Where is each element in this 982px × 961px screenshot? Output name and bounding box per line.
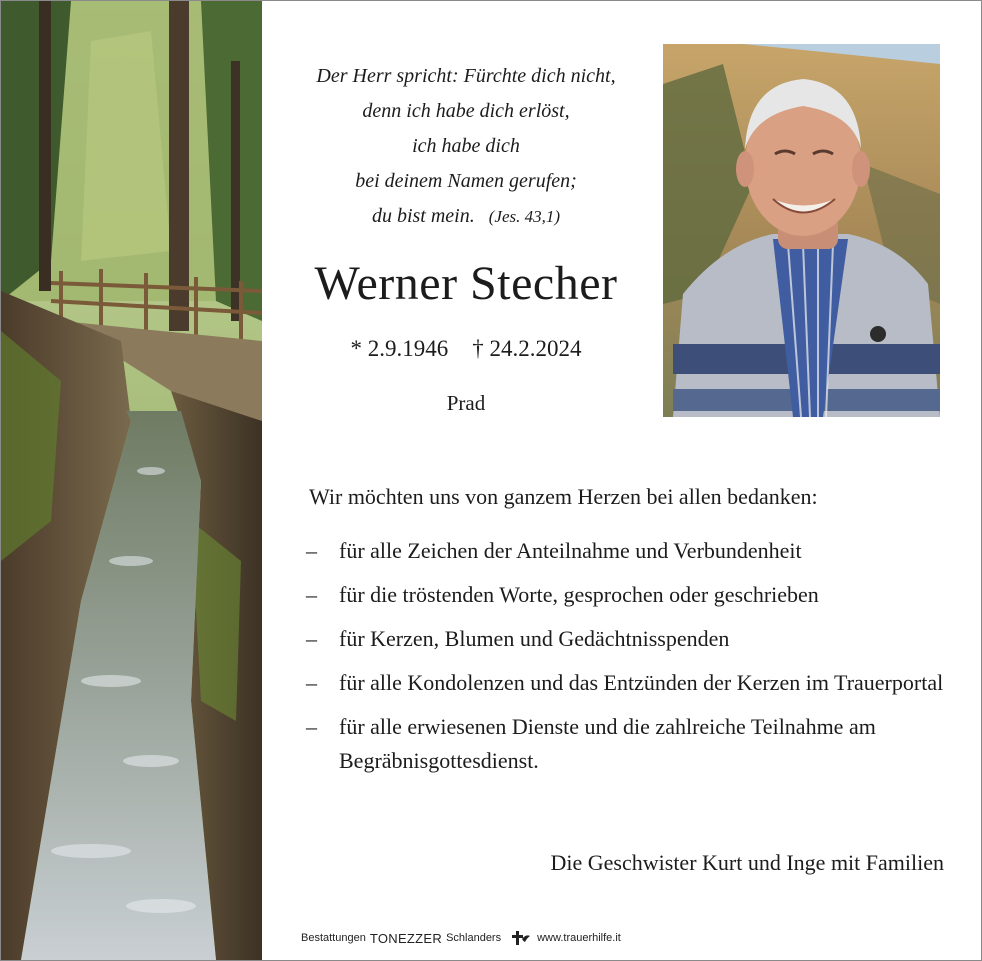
list-item-text: für alle Zeichen der Anteilnahme und Verbundenheit [339, 538, 802, 563]
footer-website[interactable]: www.trauerhilfe.it [537, 932, 621, 944]
verse-line: ich habe dich [412, 135, 520, 157]
footer-brand: TONEZZER [369, 930, 443, 946]
hometown: Prad [446, 391, 486, 415]
list-item-text: für die tröstenden Worte, gesprochen oder geschrieben [339, 582, 819, 607]
verse-line: denn ich habe dich erlöst, [362, 100, 570, 122]
verse-reference: (Jes. 43,1) [488, 207, 561, 226]
thanks-intro: Wir möchten uns von ganzem Herzen bei allen bedanken: [309, 484, 818, 509]
list-item [306, 578, 956, 612]
verse-line-last [271, 199, 661, 234]
list-item [306, 622, 956, 656]
bible-verse [271, 59, 661, 234]
funeral-home-footer [301, 928, 721, 948]
list-item [306, 534, 956, 568]
verse-line: bei deinem Namen gerufen; [355, 170, 577, 192]
footer-suffix: Schlanders [446, 932, 502, 944]
list-item [306, 666, 956, 700]
deceased-name: Werner Stecher [314, 257, 618, 310]
list-item-text: für alle erwiesenen Dienste und die zahlreiche Teilnahme am Begräbnisgottesdienst. [339, 714, 876, 773]
verse-line: du bist mein. [371, 205, 475, 227]
list-dash: – [306, 714, 317, 739]
signature: Die Geschwister Kurt und Inge mit Familien [550, 850, 944, 875]
verse-line: Der Herr spricht: Fürchte dich nicht, [316, 65, 616, 87]
life-dates [271, 333, 661, 365]
portrait-photo [663, 44, 940, 417]
list-dash: – [306, 670, 317, 695]
birth-date: * 2.9.1946 [350, 336, 449, 361]
list-item-text: für alle Kondolenzen und das Entzünden der Kerzen im Trauerportal [339, 670, 944, 695]
list-item [306, 710, 956, 778]
list-item-text: für Kerzen, Blumen und Gedächtnisspenden [339, 626, 730, 651]
list-dash: – [306, 538, 317, 563]
footer-prefix: Bestattungen [301, 932, 366, 944]
death-date: † 24.2.2024 [472, 336, 582, 361]
forest-stream-photo [1, 1, 262, 960]
list-dash: – [306, 626, 317, 651]
cross-dove-icon [511, 930, 531, 946]
list-dash: – [306, 582, 317, 607]
thanks-list [306, 534, 956, 788]
